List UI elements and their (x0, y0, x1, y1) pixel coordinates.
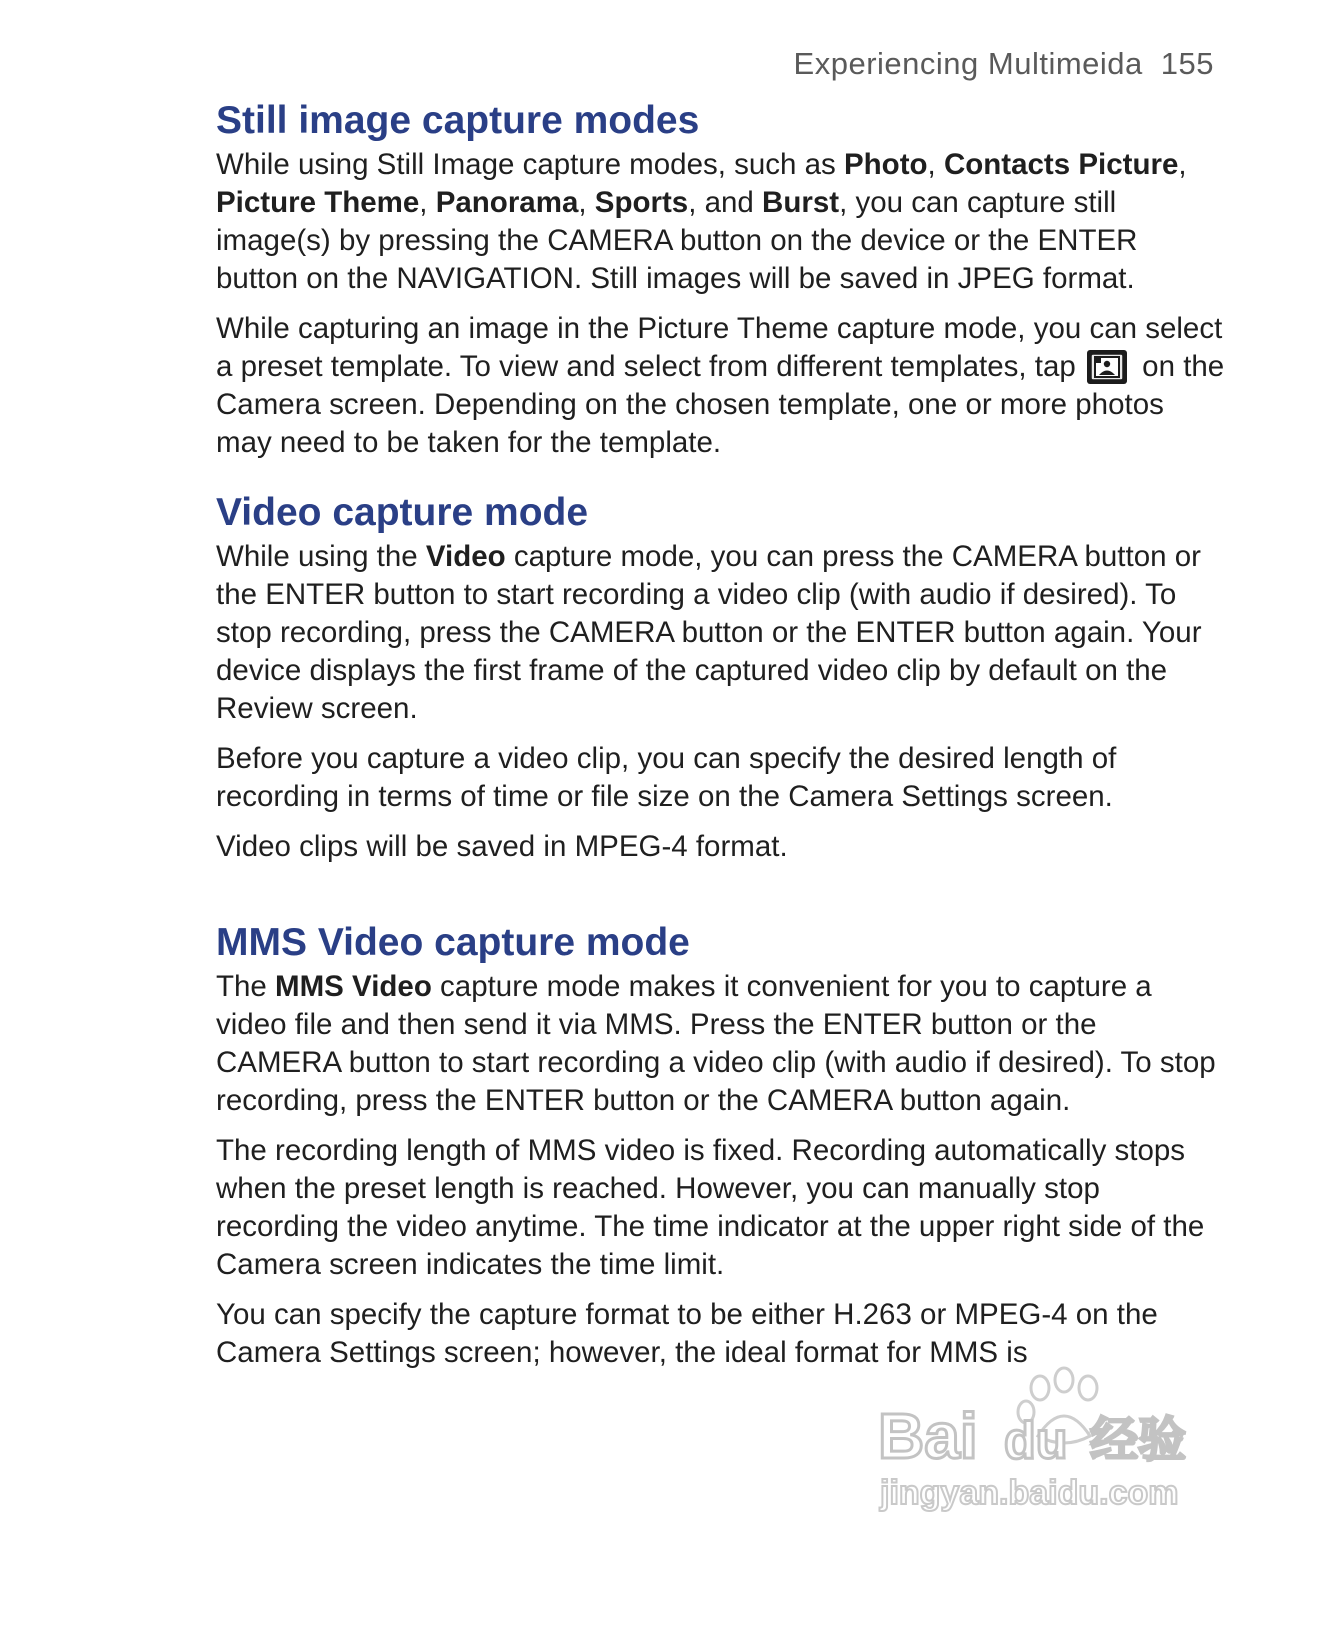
term-sports: Sports (594, 186, 689, 219)
svg-text:Bai: Bai (878, 1400, 978, 1472)
term-photo: Photo (843, 148, 928, 181)
paragraph-still-image-modes: While using Still Image capture modes, such as Photo, Contacts Picture, Picture Theme, Panorama, Sports, and Burst, you can capture still image(s) by pressing the CAMERA button on the device or the ENTER button on the NAVIGATION. Still images will be saved in JPEG format. (216, 148, 1187, 295)
paragraph-video-length: Before you capture a video clip, you can specify the desired length of recording in terms of time or file size on the Camera Settings screen. (216, 742, 1117, 813)
running-head (794, 46, 1214, 82)
term-mms-video: MMS Video (275, 970, 432, 1003)
term-panorama: Panorama (435, 186, 579, 219)
paragraph-picture-theme: While capturing an image in the Picture Theme capture mode, you can select a preset template. To view and select from different templates, tap on the Camera screen. Depending on the chosen template, one or more photos may need to be taken for the template. (216, 312, 1225, 459)
term-picture-theme: Picture Theme (216, 186, 420, 219)
paragraph-video-mode: While using the Video capture mode, you can press the CAMERA button or the ENTER button to start recording a video clip (with audio if desired). To stop recording, press the CAMERA button or the ENTER button again. Your device displays the first frame of the captured video clip by default on the Review screen. (216, 540, 1202, 725)
section-title-video: Video capture mode (216, 491, 589, 534)
term-video: Video (425, 540, 506, 573)
svg-text:du: du (1004, 1412, 1068, 1470)
page-content (216, 96, 1226, 1384)
svg-text:jingyan.baidu.com: jingyan.baidu.com (880, 1474, 1179, 1512)
svg-text:经验: 经验 (1090, 1412, 1187, 1468)
term-contacts-picture: Contacts Picture (943, 148, 1179, 181)
picture-theme-icon (1086, 349, 1128, 385)
paragraph-mms-mode: The MMS Video capture mode makes it convenient for you to capture a video file and then send it via MMS. Press the ENTER button or the CAMERA button to start recording a video clip (with audio if desired). To stop recording, press the ENTER button or the CAMERA button again. (216, 970, 1216, 1117)
paragraph-mms-length: The recording length of MMS video is fixed. Recording automatically stops when the preset length is reached. However, you can manually stop recording the video anytime. The time indicator at the upper right side of the Camera screen indicates the time limit. (216, 1134, 1205, 1281)
paragraph-video-format: Video clips will be saved in MPEG-4 format. (216, 830, 788, 863)
term-burst: Burst (762, 186, 840, 219)
section-title-mms-video: MMS Video capture mode (216, 921, 690, 964)
baidu-jingyan-watermark (868, 1366, 1198, 1516)
paragraph-mms-format: You can specify the capture format to be either H.263 or MPEG-4 on the Camera Settings screen; however, the ideal format for MMS is (216, 1298, 1158, 1369)
section-title-still-image: Still image capture modes (216, 99, 700, 142)
chapter-title: Experiencing Multimeida (793, 46, 1143, 81)
page-number: 155 (1160, 46, 1214, 81)
